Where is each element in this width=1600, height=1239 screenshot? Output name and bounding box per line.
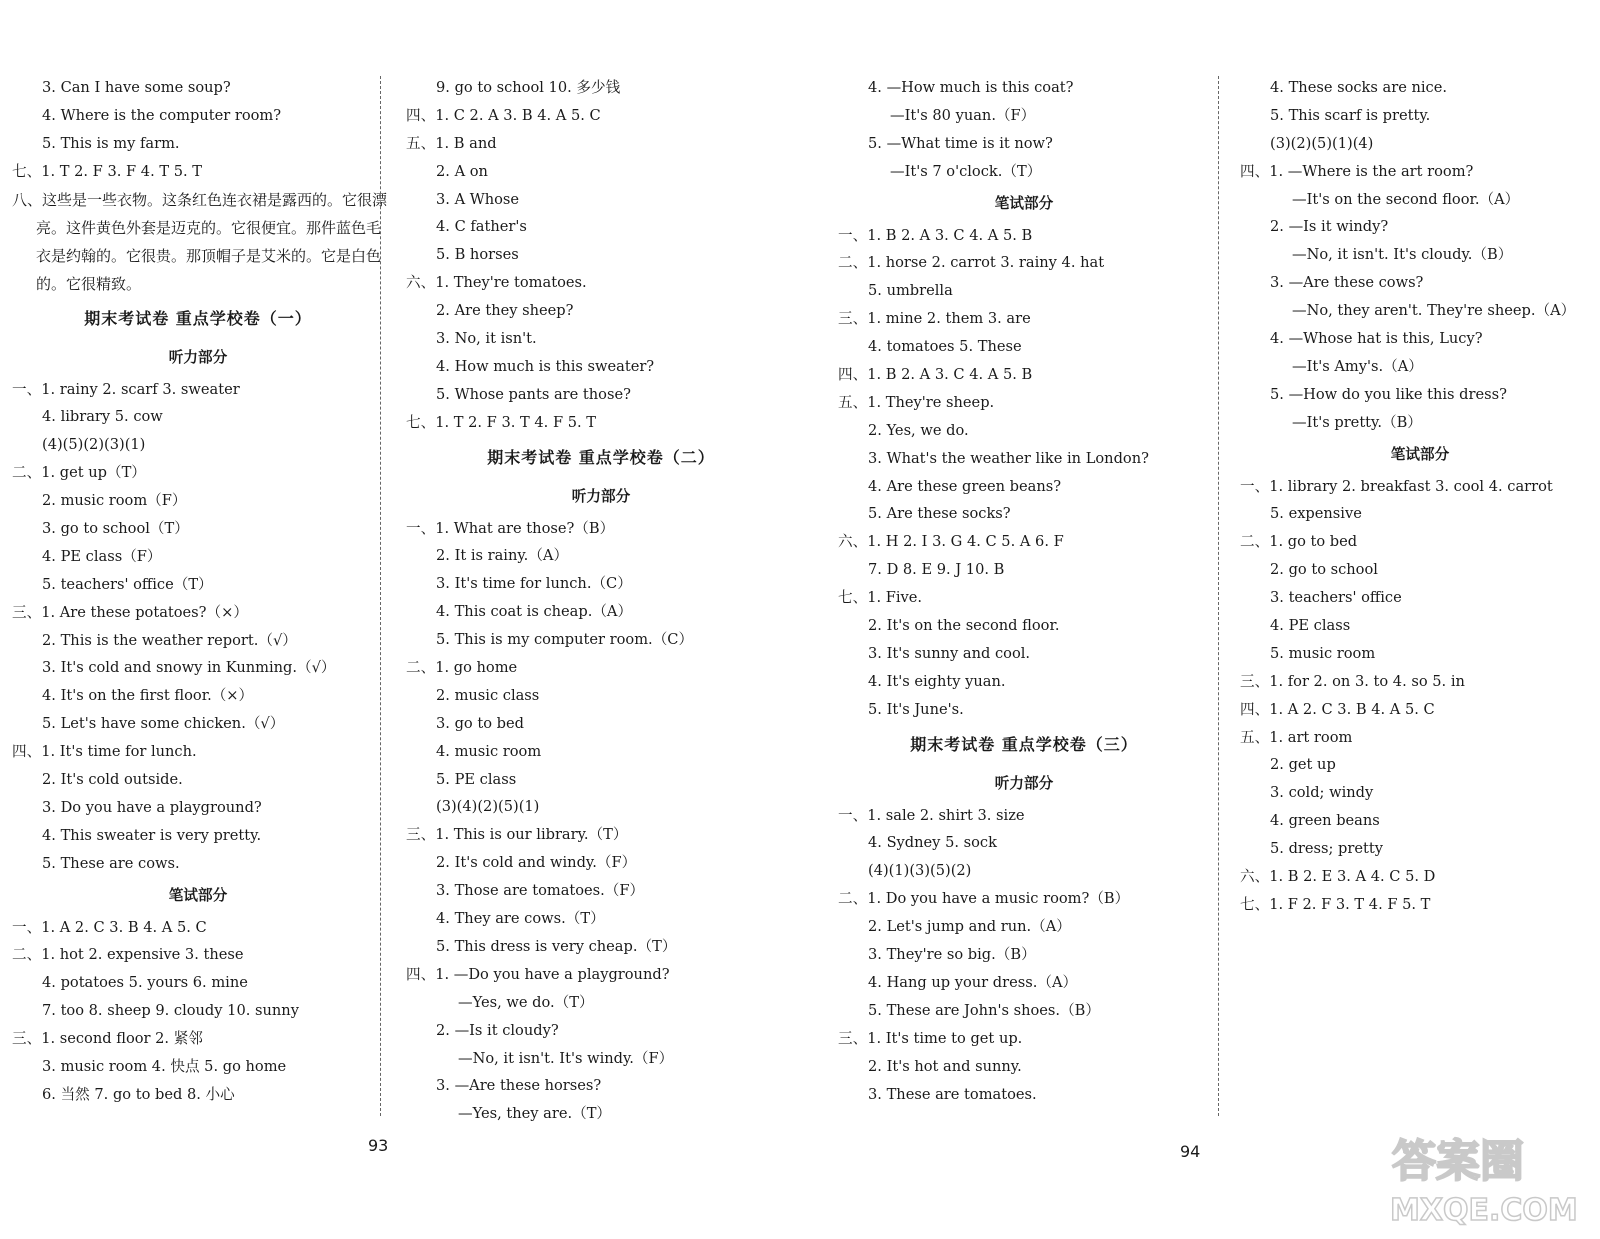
answer-line: 5. This is my computer room.（C） (436, 631, 694, 649)
section-subtitle: 听力部分 (168, 348, 228, 366)
answer-line: 3. What's the weather like in London? (868, 449, 1149, 467)
answer-line: 五、1. B and (406, 134, 497, 152)
answer-line: 3. It's time for lunch.（C） (436, 575, 632, 593)
answer-line: 4. This coat is cheap.（A） (436, 603, 633, 621)
answer-line: 4. They are cows.（T） (436, 910, 605, 928)
answer-line: —No, it isn't. It's windy.（F） (458, 1049, 674, 1067)
answer-line: 3. No, it isn't. (436, 330, 537, 348)
answer-line: 三、1. for 2. on 3. to 4. so 5. in (1240, 672, 1465, 690)
section-title: 期末考试卷 重点学校卷（一） (84, 308, 312, 328)
answer-line: 2. music room（F） (42, 492, 187, 510)
answer-line: 3. music room 4. 快点 5. go home (42, 1058, 287, 1076)
answer-line: 3. A Whose (436, 190, 520, 208)
answer-line: 七、1. T 2. F 3. T 4. F 5. T (406, 413, 597, 431)
answer-line: 二、1. go home (406, 659, 518, 677)
section-subtitle: 听力部分 (994, 774, 1054, 792)
answer-line: 3. go to bed (436, 714, 524, 732)
answer-line: 3. They're so big.（B） (868, 946, 1036, 964)
answer-line: —It's 7 o'clock.（T） (890, 162, 1042, 180)
answer-line: 5. This is my farm. (42, 134, 180, 152)
answer-line: —It's on the second floor.（A） (1292, 190, 1520, 208)
answer-line: —It's pretty.（B） (1292, 413, 1422, 431)
answer-line: 七、1. Five. (838, 589, 923, 607)
answer-line: 5. teachers' office（T） (42, 575, 213, 593)
answer-line: 4. How much is this sweater? (436, 357, 655, 375)
answer-line: 4. PE class（F） (42, 547, 162, 565)
answer-line: 4. These socks are nice. (1270, 79, 1447, 96)
answer-line: 二、1. Do you have a music room?（B） (838, 890, 1130, 908)
answer-line: 3. —Are these horses? (436, 1077, 602, 1095)
answer-line: 一、1. B 2. A 3. C 4. A 5. B (838, 226, 1033, 244)
section-subtitle: 笔试部分 (168, 886, 228, 904)
answer-line: 五、1. art room (1240, 728, 1353, 746)
answer-line: 六、1. B 2. E 3. A 4. C 5. D (1240, 868, 1436, 886)
answer-line: —Yes, they are.（T） (458, 1105, 612, 1123)
answer-line: 一、1. rainy 2. scarf 3. sweater (12, 380, 240, 398)
answer-line: 5. B horses (436, 246, 519, 264)
answer-line: 三、1. Are these potatoes?（×） (12, 603, 248, 621)
answer-line: 一、1. sale 2. shirt 3. size (838, 806, 1025, 824)
answer-line: 5. It's June's. (868, 700, 964, 718)
answer-line: —No, they aren't. They're sheep.（A） (1292, 302, 1576, 320)
answer-line: 五、1. They're sheep. (838, 393, 995, 411)
answer-line: —No, it isn't. It's cloudy.（B） (1292, 246, 1513, 264)
answer-line: 七、1. F 2. F 3. T 4. F 5. T (1240, 895, 1431, 913)
answer-line: (4)(5)(2)(3)(1) (42, 436, 146, 454)
answer-line: 2. It's cold and windy.（F） (436, 854, 637, 872)
answer-line: 2. It's hot and sunny. (868, 1057, 1022, 1075)
answer-line: 4. potatoes 5. yours 6. mine (42, 974, 248, 992)
answer-line: 5. umbrella (868, 282, 953, 300)
column-3 (838, 74, 1210, 1108)
answer-line: 3. It's cold and snowy in Kunming.（√） (42, 659, 336, 677)
answer-line: 2. This is the weather report.（√） (42, 631, 297, 649)
column-divider (380, 76, 381, 1116)
column-1-lines-bottom (12, 298, 384, 1109)
answer-line: 4. library 5. cow (42, 408, 163, 426)
answer-line: 3. go to school（T） (42, 520, 189, 538)
svg-text:答案圈: 答案圈 (1392, 1136, 1524, 1187)
answer-line: 3. Those are tomatoes.（F） (436, 882, 645, 900)
answer-line: 7. D 8. E 9. J 10. B (868, 561, 1005, 579)
answer-line: 三、1. second floor 2. 紧邻 (12, 1030, 203, 1048)
answer-line: 4. green beans (1270, 812, 1380, 830)
column-4-lines (1240, 74, 1600, 919)
answer-line: 4. This sweater is very pretty. (42, 826, 262, 844)
answer-line: 3. It's sunny and cool. (868, 644, 1031, 662)
answer-line: 2. music class (436, 686, 540, 704)
answer-line: 5. Let's have some chicken.（√） (42, 715, 285, 733)
answer-line: 4. It's eighty yuan. (868, 672, 1006, 690)
answer-line: 5. PE class (436, 770, 517, 788)
answer-line: 3. teachers' office (1270, 589, 1402, 607)
answer-line: 三、1. This is our library.（T） (406, 826, 628, 844)
answer-line: 四、1. A 2. C 3. B 4. A 5. C (1240, 700, 1435, 718)
answer-line: 4. Where is the computer room? (42, 106, 282, 124)
answer-line: 四、1. It's time for lunch. (12, 743, 197, 761)
answer-line: 5. dress; pretty (1270, 840, 1383, 858)
answer-line: 2. It is rainy.（A） (436, 547, 569, 565)
section-subtitle: 听力部分 (571, 487, 631, 505)
translation-paragraph: 八、这些是一些衣物。这条红色连衣裙是露西的。它很漂亮。这件黄色外套是迈克的。它很便宜。那件蓝色毛衣是约翰的。它很贵。那顶帽子是艾米的。它是白色的。它很精致。 (12, 190, 388, 293)
column-4 (1240, 74, 1600, 919)
answer-line: 7. too 8. sheep 9. cloudy 10. sunny (42, 1002, 299, 1020)
answer-line: 5. This scarf is pretty. (1270, 106, 1431, 124)
answer-line: 3. These are tomatoes. (868, 1085, 1037, 1103)
answer-line: 4. PE class (1270, 617, 1351, 635)
answer-line: 5. These are John's shoes.（B） (868, 1001, 1100, 1019)
answer-line: 5. Are these socks? (868, 505, 1011, 523)
answer-line: —It's Amy's.（A） (1292, 357, 1423, 375)
answer-line: 5. music room (1270, 644, 1376, 662)
answer-line: 3. —Are these cows? (1270, 274, 1424, 292)
column-divider (1218, 76, 1219, 1116)
answer-line: 二、1. go to bed (1240, 533, 1358, 551)
answer-line: 5. Whose pants are those? (436, 385, 631, 403)
answer-line: 六、1. H 2. I 3. G 4. C 5. A 6. F (838, 533, 1064, 551)
answer-line: 2. Yes, we do. (868, 421, 969, 439)
answer-line: 4. Are these green beans? (868, 477, 1062, 495)
column-2-lines (406, 74, 796, 1128)
answer-line: 2. Are they sheep? (436, 302, 574, 320)
answer-line: 二、1. horse 2. carrot 3. rainy 4. hat (838, 254, 1105, 272)
answer-line: 3. Do you have a playground? (42, 798, 262, 816)
answer-line: 5. —What time is it now? (868, 134, 1053, 152)
page-number-left: 93 (368, 1136, 389, 1155)
answer-line: 一、1. A 2. C 3. B 4. A 5. C (12, 918, 207, 936)
answer-line: 一、1. library 2. breakfast 3. cool 4. carrot (1240, 477, 1553, 495)
answer-line: 4. C father's (436, 218, 527, 236)
answer-line: 二、1. get up（T） (12, 464, 146, 482)
answer-line: (3)(2)(5)(1)(4) (1270, 134, 1374, 152)
answer-line: 2. get up (1270, 756, 1336, 774)
answer-line: 2. —Is it windy? (1270, 218, 1389, 236)
answer-line: 4. It's on the first floor.（×） (42, 687, 254, 705)
answer-line: 5. This dress is very cheap.（T） (436, 937, 677, 955)
answer-line: 3. Can I have some soup? (42, 79, 231, 96)
answer-line: —It's 80 yuan.（F） (890, 106, 1036, 124)
column-1 (12, 74, 388, 1109)
section-title: 期末考试卷 重点学校卷（二） (487, 447, 715, 467)
answer-line: 4. music room (436, 742, 542, 760)
section-subtitle: 笔试部分 (1390, 445, 1450, 463)
answer-line: 2. A on (436, 162, 488, 180)
answer-line: 2. go to school (1270, 561, 1378, 579)
answer-line: 四、1. B 2. A 3. C 4. A 5. B (838, 366, 1033, 384)
answer-line: 七、1. T 2. F 3. F 4. T 5. T (12, 162, 203, 180)
section-title: 期末考试卷 重点学校卷（三） (910, 734, 1138, 754)
answer-line: 2. Let's jump and run.（A） (868, 918, 1071, 936)
answer-line: 2. It's cold outside. (42, 771, 183, 789)
answer-line: 一、1. What are those?（B） (406, 519, 615, 537)
answer-line: 四、1. —Where is the art room? (1240, 162, 1474, 180)
page-number-right: 94 (1180, 1142, 1201, 1161)
answer-line: 2. It's on the second floor. (868, 617, 1060, 635)
answer-line: 四、1. —Do you have a playground? (406, 965, 670, 983)
answer-line: 四、1. C 2. A 3. B 4. A 5. C (406, 106, 601, 124)
answer-line: 5. expensive (1270, 505, 1362, 523)
section-subtitle: 笔试部分 (994, 194, 1054, 212)
answer-line: 4. Hang up your dress.（A） (868, 973, 1078, 991)
answer-line: —Yes, we do.（T） (458, 993, 594, 1011)
answer-line: 9. go to school 10. 多少钱 (436, 79, 621, 96)
column-2 (406, 74, 796, 1128)
answer-line: 三、1. It's time to get up. (838, 1029, 1023, 1047)
column-3-lines (838, 74, 1210, 1108)
watermark-logo (1380, 1124, 1592, 1230)
answer-line: 4. —How much is this coat? (868, 79, 1074, 96)
answer-line: 二、1. hot 2. expensive 3. these (12, 946, 244, 964)
answer-line: 三、1. mine 2. them 3. are (838, 310, 1031, 328)
answer-line: 4. Sydney 5. sock (868, 834, 997, 852)
answer-line: 六、1. They're tomatoes. (406, 274, 587, 292)
answer-line: 4. tomatoes 5. These (868, 338, 1022, 356)
answer-line: 6. 当然 7. go to bed 8. 小心 (42, 1085, 235, 1103)
answer-line: 2. —Is it cloudy? (436, 1021, 559, 1039)
answer-line: (4)(1)(3)(5)(2) (868, 862, 972, 880)
answer-line: 5. —How do you like this dress? (1270, 385, 1507, 403)
answer-line: 4. —Whose hat is this, Lucy? (1270, 330, 1483, 348)
answer-line: 3. cold; windy (1270, 784, 1374, 802)
column-1-lines-top (12, 74, 384, 186)
svg-text:MXQE.COM: MXQE.COM (1390, 1193, 1578, 1228)
answer-line: 5. These are cows. (42, 854, 180, 872)
answer-line: (3)(4)(2)(5)(1) (436, 798, 540, 816)
